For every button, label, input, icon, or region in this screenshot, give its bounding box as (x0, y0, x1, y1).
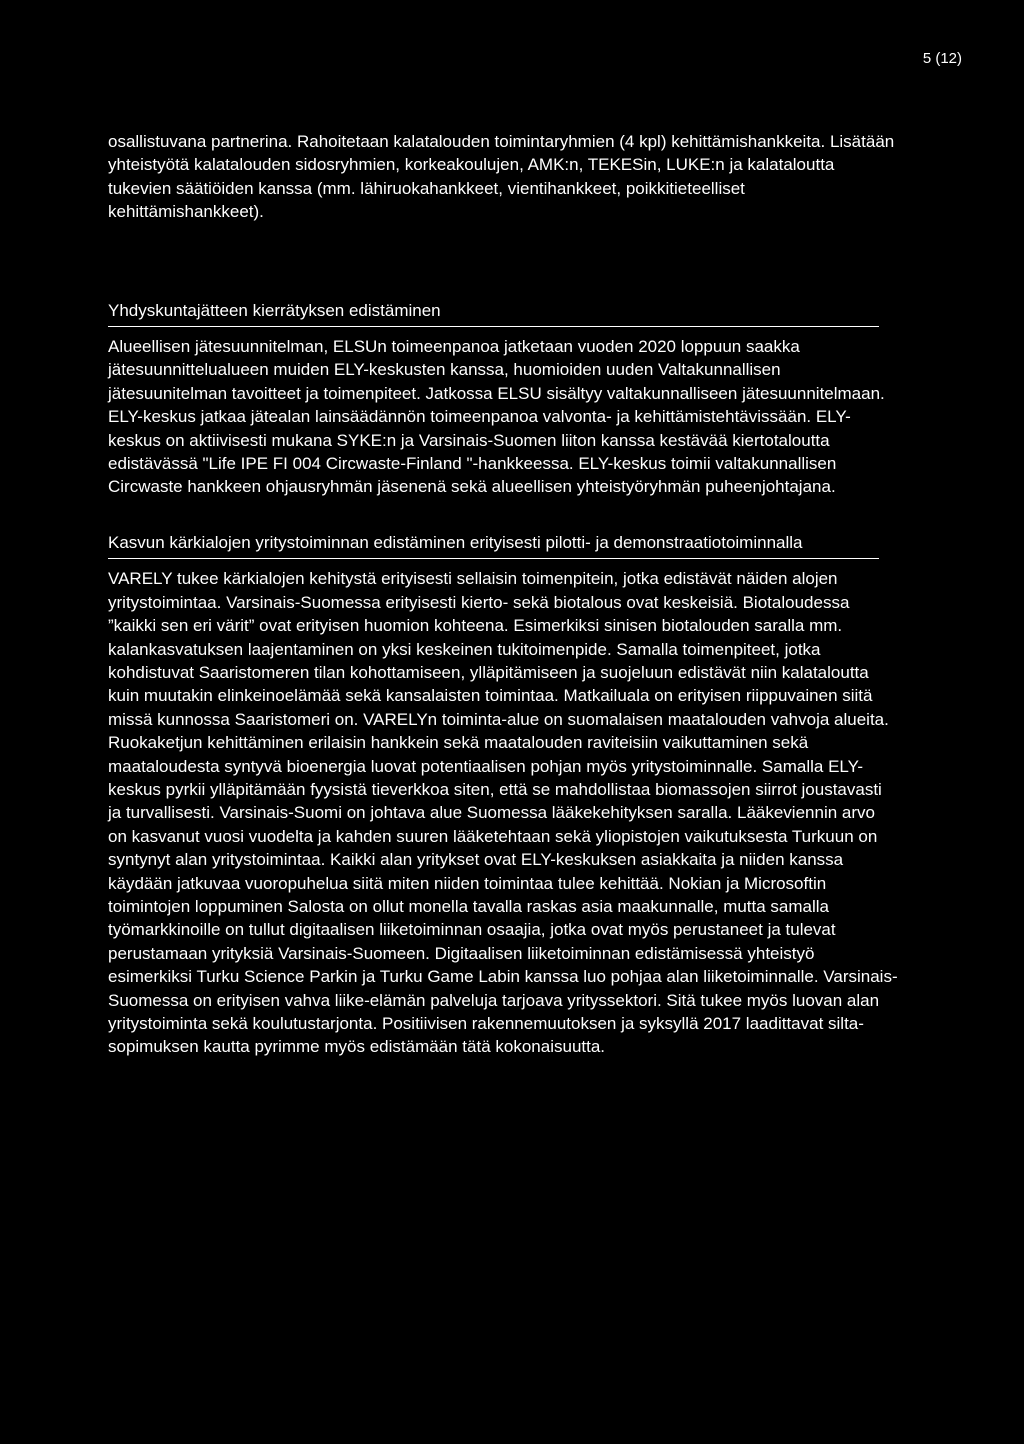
document-body (108, 130, 898, 1059)
section-heading-waste-recycling: Yhdyskuntajätteen kierrätyksen edistäminen (108, 300, 441, 320)
section-body-growth-sectors: VARELY tukee kärkialojen kehitystä erityisesti sellaisin toimenpitein, jotka edistävät näiden alojen yritystoimintaa. Varsinais-Suomessa erityisesti kierto- sekä biotalous ovat keskeisiä. Biotaloudessa ”kaikki sen eri värit” ovat erityisen huomion kohteena. Esimerkiksi sinisen biotalouden saralla mm. kalankasvatuksen laajentaminen on yksi keskeinen tukitoimenpide. Samalla toimenpiteet, jotka kohdistuvat Saaristomeren tilan kohottamiseen, ylläpitämiseen ja suojeluun edistävät niin kalataloutta kuin muutakin elinkeinoelämää sekä kansalaisten toimintaa. Matkailuala on erityisen riippuvainen siitä missä kunnossa Saaristomeri on. VARELYn toiminta-alue on suomalaisen maatalouden vahvoja alueita. Ruokaketjun kehittäminen erilaisin hankkein sekä maatalouden raviteisiin vaikuttaminen sekä maataloudesta syntyvä bioenergia luovat potentiaalisen pohjan myös yritystoiminnalle. Samalla ELY-keskus pyrkii ylläpitämään fyysistä tieverkkoa siten, että se mahdollistaa biomassojen siirrot joustavasti ja turvallisesti. Varsinais-Suomi on johtava alue Suomessa lääkekehityksen saralla. Lääkeviennin arvo on kasvanut vuosi vuodelta ja kahden suuren lääketehtaan sekä yliopistojen vaikutuksesta Turkuun on syntynyt alan yritystoimintaa. Kaikki alan yritykset ovat ELY-keskuksen asiakkaita ja niiden kanssa käydään jatkuvaa vuoropuhelua siitä miten niiden toimintaa tulee kehittää. Nokian ja Microsoftin toimintojen loppuminen Salosta on ollut monella tavalla raskas asia maakunnalle, mutta samalla työmarkkinoille on tullut digitaalisen liiketoiminnan osaajia, jotka ovat myös perustaneet ja tulevat perustamaan yrityksiä Varsinais-Suomeen. Digitaalisen liiketoiminnan edistämisessä yhteistyö esimerkiksi Turku Science Parkin ja Turku Game Labin kanssa luo pohjaa alan liiketoiminnalle. Varsinais-Suomessa on erityisen vahva liike-elämän palveluja tarjoava yrityssektori. Sitä tukee myös luovan alan yritystoiminta sekä koulutustarjonta. Positiivisen rakennemuutoksen ja syksyllä 2017 laadittavat silta-sopimuksen kautta pyrimme myös edistämään tätä kokonaisuutta. (108, 569, 898, 1057)
section-heading-growth-sectors: Kasvun kärkialojen yritystoiminnan edistäminen erityisesti pilotti- ja demonstraatiotoiminnalla (108, 532, 803, 552)
heading-underline (108, 558, 879, 559)
section-growth-sectors (108, 531, 898, 1059)
section-waste-recycling (108, 299, 898, 499)
section-body-waste-recycling: Alueellisen jätesuunnitelman, ELSUn toimeenpanoa jatketaan vuoden 2020 loppuun saakka jätesuunnittelualueen muiden ELY-keskusten kanssa, huomioiden uuden Valtakunnallisen jätesuunitelman tavoitteet ja toimenpiteet. Jatkossa ELSU sisältyy valtakunnalliseen jätesuunnitelmaan. ELY-keskus jatkaa jätealan lainsäädännön toimeenpanoa valvonta- ja kehittämistehtävissään. ELY-keskus on aktiivisesti mukana SYKE:n ja Varsinais-Suomen liiton kanssa kestävää kiertotaloutta edistävässä "Life IPE FI 004 Circwaste-Finland "-hankkeessa. ELY-keskus toimii valtakunnallisen Circwaste hankkeen ohjausryhmän jäsenenä sekä alueellisen yhteistyöryhmän puheenjohtajana. (108, 337, 885, 497)
page-number: 5 (12) (922, 50, 962, 67)
heading-underline (108, 326, 879, 327)
intro-paragraph: osallistuvana partnerina. Rahoitetaan kalatalouden toimintaryhmien (4 kpl) kehittämishankkeita. Lisätään yhteistyötä kalatalouden sidosryhmien, korkeakoulujen, AMK:n, TEKESin, LUKE:n ja kalataloutta tukevien säätiöiden kanssa (mm. lähiruokahankkeet, vientihankkeet, poikkitieteelliset kehittämishankkeet). (108, 132, 895, 222)
